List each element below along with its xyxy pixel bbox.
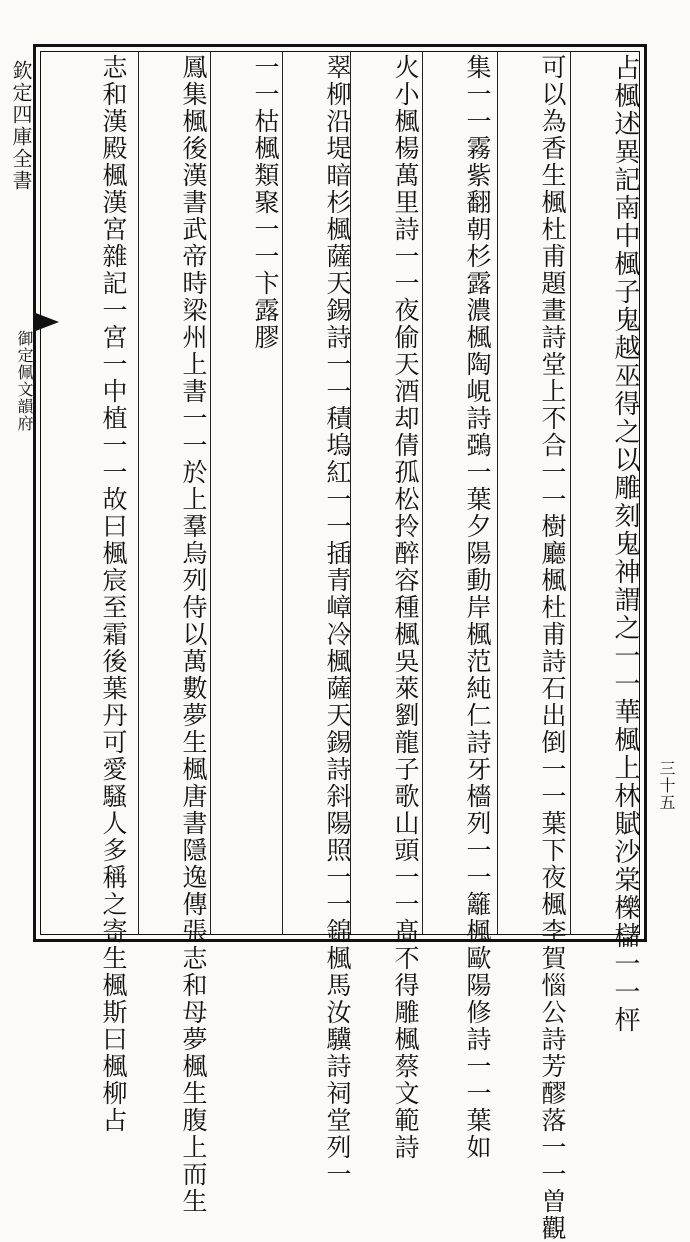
column-rule xyxy=(422,52,423,934)
column-rule xyxy=(282,52,283,934)
text-column-5: 翠柳沿堤暗杉楓薩天錫詩一一積塢紅一一插青嶂冷楓薩天錫詩斜陽照一一錦楓馬汝驥詩祠堂列一 xyxy=(323,54,352,1188)
text-column-7: 鳳集楓後漢書武帝時梁州上書一一於上羣烏列侍以萬數夢生楓唐書隱逸傳張志和母夢楓生腹上而生 xyxy=(179,54,208,1215)
text-column-8: 志和漢殿楓漢宮雜記一宮一中植一一故曰楓宸至霜後葉丹可愛騷人多稱之寄生楓斯曰楓柳占 xyxy=(99,54,128,1134)
column-rule xyxy=(497,52,498,934)
text-column-2: 可以為香生楓杜甫題畫詩堂上不合一一樹廳楓杜甫詩石出倒一一葉下夜楓李賀惱公詩芳醪落一一曽觀 xyxy=(538,54,567,1242)
margin-work-title: 御定佩文韻府 xyxy=(15,330,34,432)
margin-book-title: 欽定四庫全書 xyxy=(9,60,33,192)
text-column-3: 集一一霧紫翻朝杉露濃楓陶峴詩鵶一葉夕陽動岸楓范純仁詩牙檣列一一籬楓歐陽修詩一一葉如 xyxy=(463,54,492,1161)
page-number: 三十五 xyxy=(657,760,676,811)
column-rule xyxy=(570,52,571,934)
text-column-4: 火小楓楊萬里詩一一夜偷天酒却倩孤松拎醉容種楓吳萊劉龍子歌山頭一一髙不得雕楓蔡文範詩 xyxy=(391,54,420,1161)
text-column-6: 一一枯楓類聚一一卞露膠 xyxy=(251,54,280,351)
column-rule xyxy=(138,52,139,934)
column-rule xyxy=(210,52,211,934)
text-column-1: 占楓述異記南中楓子鬼越巫得之以雕刻鬼神謂之一一華楓上林賦沙棠櫟櫧一一枰 xyxy=(610,54,640,1034)
